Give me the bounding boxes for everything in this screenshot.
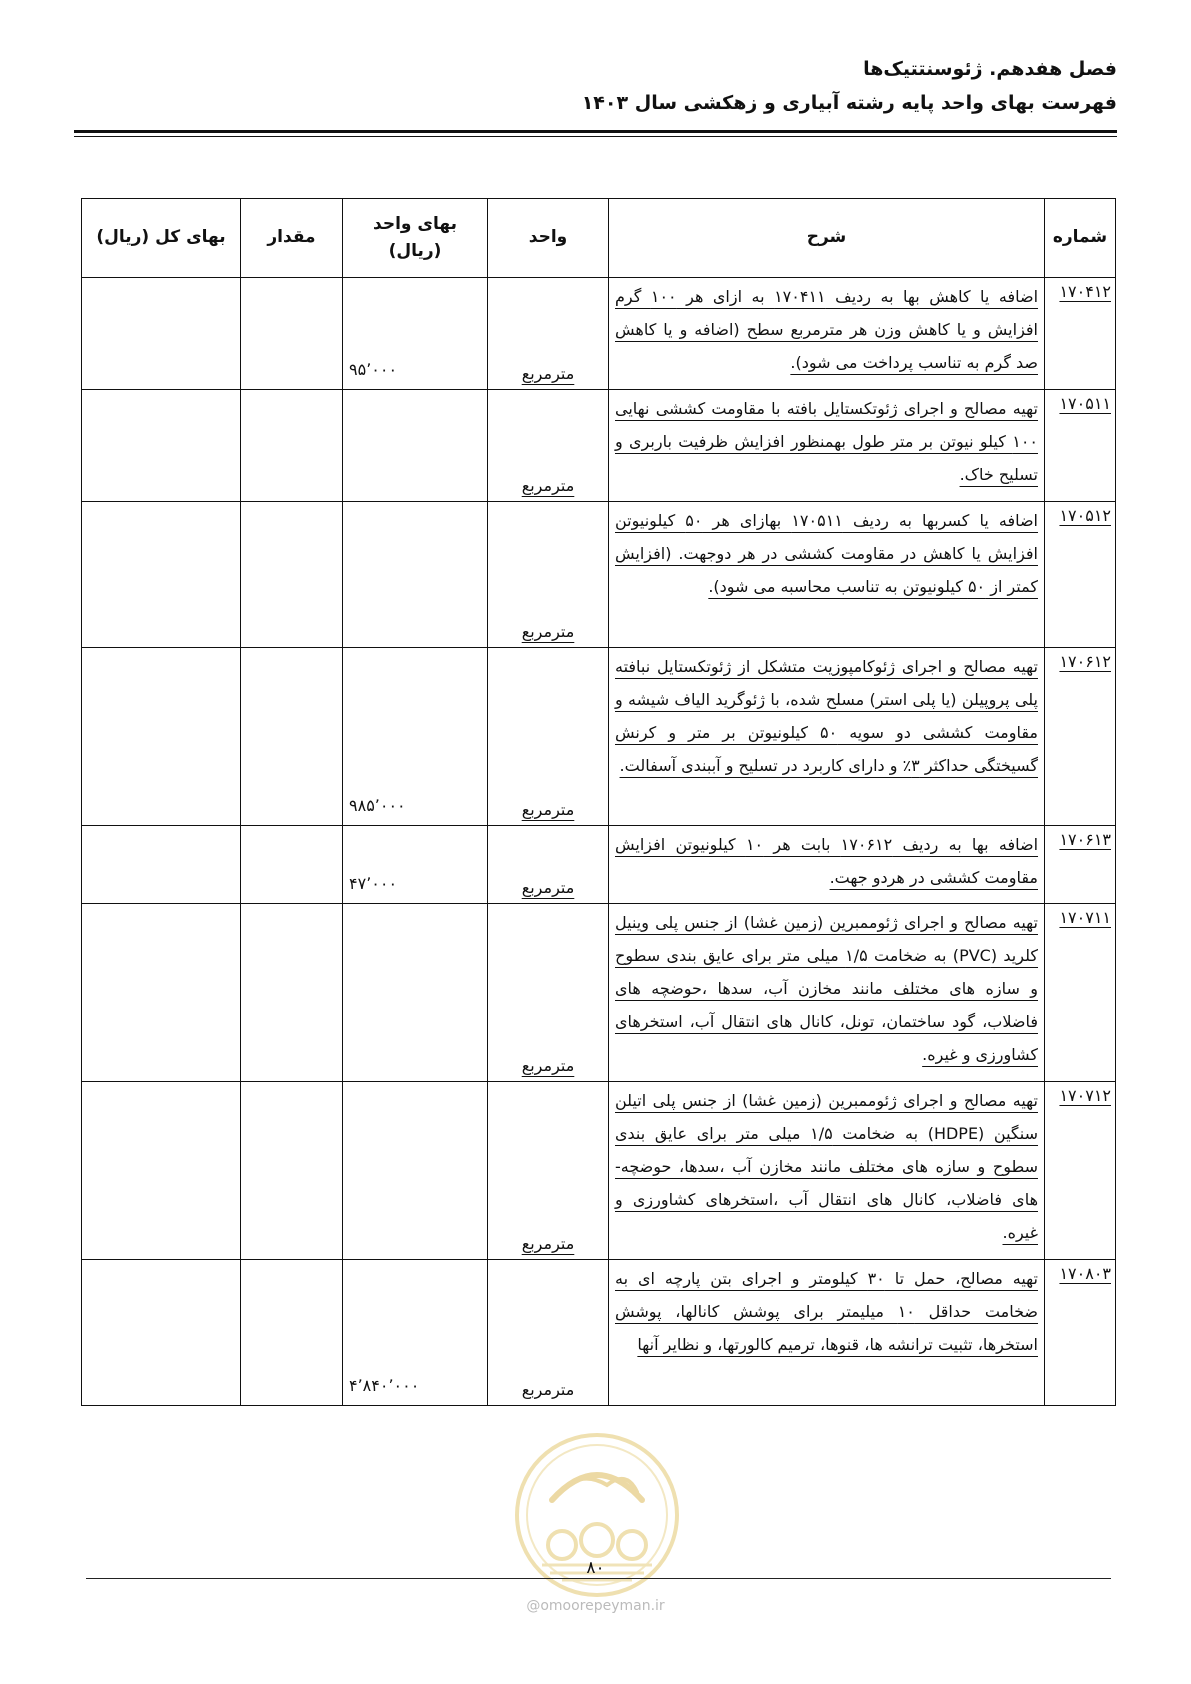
item-quantity <box>241 502 343 648</box>
page-header <box>74 58 1117 114</box>
header-unit: واحد <box>488 199 609 278</box>
item-total-price <box>82 826 241 904</box>
header-total-price: بهای کل (ریال) <box>82 199 241 278</box>
header-rule-thick <box>74 130 1117 133</box>
table-row <box>82 1260 1116 1406</box>
header-unit-price: بهای واحد (ریال) <box>343 199 488 278</box>
header-quantity: مقدار <box>241 199 343 278</box>
item-code: ۱۷۰۵۱۲ <box>1045 502 1116 648</box>
item-total-price <box>82 390 241 502</box>
item-unit: مترمربع <box>488 502 609 648</box>
item-unit-price: ۴٬۸۴۰٬۰۰۰ <box>343 1260 488 1406</box>
item-total-price <box>82 648 241 826</box>
item-description: تهیه مصالح و اجرای ژئوممبرین (زمین غشا) از جنس پلی اتیلن سنگین (HDPE) به ضخامت ۱/۵ میلی متر برای عایق بندی سطوح و سازه های مختلف مانند مخازن آب ،سدها، حوضچه- های فاضلاب، کانال های انتقال آب ،استخرهای کشاورزی و غیره. <box>609 1082 1045 1260</box>
item-unit-price <box>343 502 488 648</box>
item-unit: مترمربع <box>488 278 609 390</box>
item-quantity <box>241 648 343 826</box>
table-row <box>82 648 1116 826</box>
page-number: ۸۰ <box>586 1558 605 1578</box>
header-description: شرح <box>609 199 1045 278</box>
price-table <box>81 198 1116 1406</box>
item-code: ۱۷۰۷۱۲ <box>1045 1082 1116 1260</box>
item-description: تهیه مصالح، حمل تا ۳۰ کیلومتر و اجرای بتن پارچه ای به ضخامت حداقل ۱۰ میلیمتر برای پوشش کانالها، پوشش استخرها، تثبیت ترانشه ها، قنوها، ترمیم کالورتها، و نظایر آنها <box>609 1260 1045 1406</box>
item-quantity <box>241 1082 343 1260</box>
item-code: ۱۷۰۴۱۲ <box>1045 278 1116 390</box>
item-unit-price: ۴۷٬۰۰۰ <box>343 826 488 904</box>
item-total-price <box>82 904 241 1082</box>
item-description: اضافه یا کسربها به ردیف ۱۷۰۵۱۱ بهازای هر ۵۰ کیلونیوتن افزایش یا کاهش در مقاومت کششی در هر دوجهت. (افزایش کمتر از ۵۰ کیلونیوتن به تناسب محاسبه می شود). <box>609 502 1045 648</box>
item-unit: مترمربع <box>488 390 609 502</box>
table-row <box>82 904 1116 1082</box>
item-unit: مترمربع <box>488 826 609 904</box>
table-row <box>82 1082 1116 1260</box>
item-description: تهیه مصالح و اجرای ژئوممبرین (زمین غشا) از جنس پلی وینیل کلرید (PVC) به ضخامت ۱/۵ میلی متر برای عایق بندی سطوح و سازه های مختلف مانند مخازن آب، سدها ،حوضچه های فاضلاب، گود ساختمان، تونل، کانال های انتقال آب، استخرهای کشاورزی و غیره. <box>609 904 1045 1082</box>
document-subtitle: فهرست بهای واحد پایه رشته آبیاری و زهکشی سال ۱۴۰۳ <box>581 92 1117 114</box>
item-unit: مترمربع <box>488 904 609 1082</box>
item-quantity <box>241 390 343 502</box>
item-quantity <box>241 1260 343 1406</box>
table-row <box>82 502 1116 648</box>
header-rule-thin <box>74 136 1117 137</box>
item-unit-price <box>343 1082 488 1260</box>
header-number: شماره <box>1045 199 1116 278</box>
item-code: ۱۷۰۶۱۳ <box>1045 826 1116 904</box>
item-code: ۱۷۰۷۱۱ <box>1045 904 1116 1082</box>
item-description: تهیه مصالح و اجرای ژئوتکستایل بافته با مقاومت کششی نهایی ۱۰۰ کیلو نیوتن بر متر طول بهمنظور افزایش ظرفیت باربری و تسلیح خاک. <box>609 390 1045 502</box>
item-quantity <box>241 278 343 390</box>
item-unit-price: ۹۵٬۰۰۰ <box>343 278 488 390</box>
table-row <box>82 826 1116 904</box>
chapter-title: فصل هفدهم. ژئوسنتتیک‌ها <box>863 58 1117 80</box>
table-header-row <box>82 199 1116 278</box>
table-row <box>82 390 1116 502</box>
item-unit: مترمربع <box>488 648 609 826</box>
item-unit-price: ۹۸۵٬۰۰۰ <box>343 648 488 826</box>
item-total-price <box>82 502 241 648</box>
item-unit-price <box>343 904 488 1082</box>
item-quantity <box>241 904 343 1082</box>
item-unit: مترمربع <box>488 1082 609 1260</box>
item-code: ۱۷۰۶۱۲ <box>1045 648 1116 826</box>
item-unit-price <box>343 390 488 502</box>
item-code: ۱۷۰۵۱۱ <box>1045 390 1116 502</box>
item-total-price <box>82 278 241 390</box>
item-code: ۱۷۰۸۰۳ <box>1045 1260 1116 1406</box>
footer-rule <box>86 1578 1111 1579</box>
item-description: تهیه مصالح و اجرای ژئوکامپوزیت متشکل از ژئوتکستایل نبافته پلی پروپیلن (یا پلی استر) مسلح شده، با ژئوگرید الیاف شیشه و مقاومت کششی دو سویه ۵۰ کیلونیوتن بر متر و کرنش گسیختگی حداکثر ۳٪ و دارای کاربرد در تسلیح و آببندی آسفالت. <box>609 648 1045 826</box>
item-description: اضافه بها به ردیف ۱۷۰۶۱۲ بابت هر ۱۰ کیلونیوتن افزایش مقاومت کششی در هردو جهت. <box>609 826 1045 904</box>
item-total-price <box>82 1260 241 1406</box>
item-quantity <box>241 826 343 904</box>
item-total-price <box>82 1082 241 1260</box>
item-description: اضافه یا کاهش بها به ردیف ۱۷۰۴۱۱ به ازای هر ۱۰۰ گرم افزایش و یا کاهش وزن هر مترمربع سطح (اضافه و یا کاهش صد گرم به تناسب پرداخت می شود). <box>609 278 1045 390</box>
table-row <box>82 278 1116 390</box>
item-unit: مترمربع <box>488 1260 609 1406</box>
website-watermark: @omoorepeyman.ir <box>526 1598 665 1614</box>
